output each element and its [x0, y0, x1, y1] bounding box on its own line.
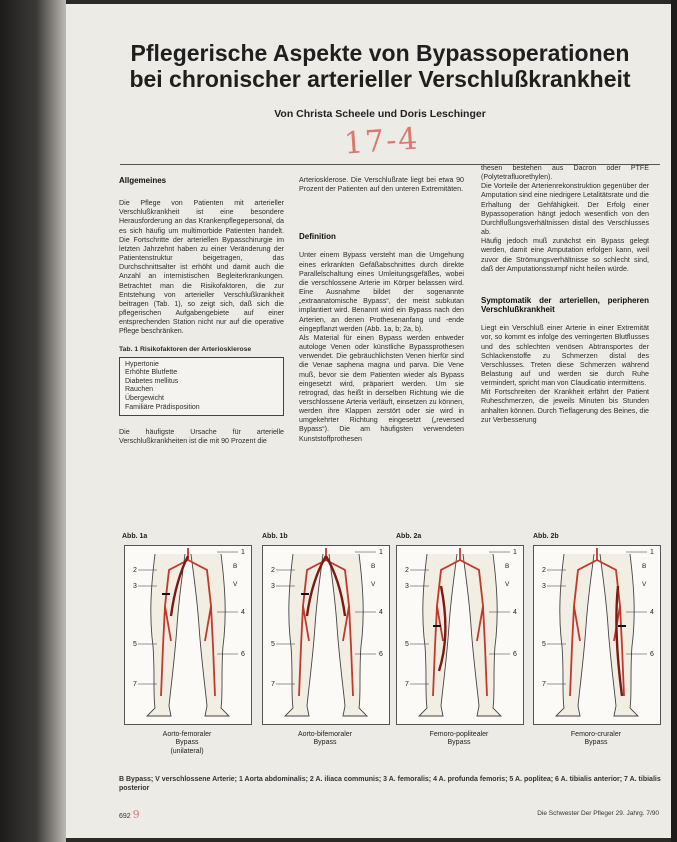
right-leg-outline: [329, 554, 367, 716]
column-2: [299, 176, 464, 444]
caption-line: (unilateral): [170, 747, 204, 755]
table-item: Diabetes mellitus: [125, 377, 179, 385]
caption-line: Aorto-bifemoraler: [297, 731, 353, 738]
anatomy-number-label: 1: [241, 549, 245, 556]
anatomy-number-label: 4: [513, 609, 517, 616]
page-edge-shadow: [671, 0, 677, 842]
figure-1a: [124, 545, 252, 725]
caption-line: Aorto-femoraler: [162, 731, 212, 738]
column-1: [119, 176, 284, 447]
anatomy-number-label: 4: [241, 609, 245, 616]
anatomy-number-label: 4: [650, 609, 654, 616]
anatomy-number-label: 5: [405, 641, 409, 648]
anatomy-number-label: 3: [405, 583, 409, 590]
article-title: [110, 40, 650, 92]
caption-line: Bypass: [447, 739, 471, 747]
marker-label: B: [233, 563, 238, 570]
marker-label: B: [505, 563, 510, 570]
figure-label: Abb. 1b: [262, 533, 288, 540]
paragraph: Mit Fortschreiten der Krankheit erfährt der Patient Ruheschmerzen, die jeweils Minuten bis Stunden anhalten können. Durch Tieflagerung des Beines, die zur Verbesserung: [481, 388, 649, 424]
leg-illustration: [263, 546, 389, 724]
anatomy-number-label: 2: [405, 567, 409, 574]
heading-definition: Definition: [299, 232, 336, 242]
anatomy-number-label: 5: [133, 641, 137, 648]
figure-1b: [262, 545, 390, 725]
anatomy-number-label: 2: [133, 567, 137, 574]
anatomy-number-label: 7: [271, 681, 275, 688]
paragraph: Liegt ein Verschluß einer Arterie in einer Extremität vor, so kommt es infolge des verringerten Blutflusses und des schlechten venösen Abtransportes der Schlackenstoffe zu Schmerzen distal des Verschlusses. Treten diese Schmerzen während Belastung auf und werden sie durch Ruhe vermindert, spricht man von Claudicatio intermittens.: [481, 324, 649, 388]
risk-factor-table: [119, 345, 284, 417]
anatomy-number-label: 1: [513, 549, 517, 556]
column-3: [481, 164, 649, 425]
anatomy-number-label: 6: [650, 651, 654, 658]
marker-label: B: [371, 563, 376, 570]
caption-line: Femoro-cruraler: [570, 731, 622, 738]
book-spine-shadow: [0, 0, 66, 842]
leg-illustration: [534, 546, 660, 724]
figure-legend: B Bypass; V verschlossene Arterie; 1 Aorta abdominalis; 2 A. iliaca communis; 3 A. femoralis; 4 A. profunda femoris; 5 A. poplitea; 6 A. tibialis anterior; 7 A. tibialis posterior: [119, 776, 661, 792]
footer-journal: Die Schwester Der Pfleger 29. Jahrg. 7/90: [537, 810, 659, 817]
anatomy-number-label: 5: [271, 641, 275, 648]
anatomy-number-label: 4: [379, 609, 383, 616]
page-number: 692: [119, 813, 131, 820]
anatomy-number-label: 1: [650, 549, 654, 556]
table-item: Familiäre Prädisposition: [125, 403, 200, 411]
caption-line: Femoro-poplitealer: [429, 731, 489, 738]
leg-illustration: [397, 546, 523, 724]
anatomy-number-label: 5: [542, 641, 546, 648]
table-item: Rauchen: [125, 386, 154, 394]
figure-2a: [396, 545, 524, 725]
paragraph: thesen bestehen aus Dacron oder PTFE (Polytetrafluorethylen).: [481, 164, 649, 182]
marker-label: B: [642, 563, 647, 570]
table-item: Übergewicht: [125, 395, 164, 403]
title-line-2: bei chronischer arterieller Verschlußkrankheit: [129, 66, 631, 92]
paragraph: Unter einem Bypass versteht man die Umgehung eines erkrankten Gefäßabschnittes durch direkte Parallelschaltung eines Umleitungsgefäßes, wobei die verschlossene Arterie im Körper belassen wird. Eine Ausnahme bildet der sogenannte „extraanatomische Bypass“, der meist subkutan implantiert wird. Benannt wird ein Bypass nach den Arterien, an denen Prothesenanfang und -ende eingepflanzt werden (Abb. 1a, b; 2a, b).: [299, 251, 464, 333]
table-item: Erhöhte Blutfette: [125, 369, 178, 377]
caption-line: Bypass: [313, 739, 337, 747]
figure-label: Abb. 2a: [396, 533, 422, 540]
document-page: [66, 4, 671, 838]
anatomy-number-label: 2: [271, 567, 275, 574]
figure-caption: [122, 731, 252, 756]
left-leg-outline: [285, 554, 323, 716]
handwritten-note: 17-4: [342, 121, 421, 162]
paragraph: Die häufigste Ursache für arterielle Verschlußkrankheiten ist die mit 90 Prozent die: [119, 428, 284, 446]
table-box: [119, 357, 284, 417]
marker-label: V: [505, 581, 510, 588]
figure-label: Abb. 1a: [122, 533, 148, 540]
marker-label: V: [642, 581, 647, 588]
anatomy-number-label: 2: [542, 567, 546, 574]
anatomy-number-label: 7: [405, 681, 409, 688]
handwritten-page-number: 9: [132, 808, 140, 821]
anatomy-number-label: 1: [379, 549, 383, 556]
anatomy-number-label: 7: [542, 681, 546, 688]
left-leg-outline: [419, 554, 457, 716]
heading-allgemeines: Allgemeines: [119, 176, 167, 185]
figure-caption: [531, 731, 661, 748]
footer-left: [119, 808, 140, 821]
anatomy-number-label: 3: [542, 583, 546, 590]
title-line-1: Pflegerische Aspekte von Bypassoperationen: [130, 40, 630, 66]
figure-label: Abb. 2b: [533, 533, 559, 540]
paragraph: Als Material für einen Bypass werden entweder autologe Venen oder künstliche Bypassprothesen verwendet. Die gebräuchlichsten Venen hierfür sind die Venae saphena magna und parva. Die Vene muß, bevor sie dem Patienten wieder als Bypass eingesetzt wird, präpariert werden. Um sie retrograd, das heißt in derselben Richtung wie die verschlossene Arteria verläuft, einsetzen zu können, werden ihre Klappen zerstört oder sie wird in umgekehrter Richtung eingesetzt („reversed Bypass“). Die am häufigsten verwendeten Kunststoffprothesen: [299, 333, 464, 443]
anatomy-number-label: 6: [241, 651, 245, 658]
figure-2b: [533, 545, 661, 725]
leg-illustration: [125, 546, 251, 724]
paragraph: Die Vorteile der Arterienrekonstruktion gegenüber der Amputation sind eine niedrigere Letalitätsrate und die Erhaltung der Gehfähigkeit. Der Erfolg einer Bypassoperation hängt jedoch wesentlich von den Durchflußungsverhältnissen distal des Verschlusses ab.: [481, 182, 649, 237]
heading-symptomatik: Symptomatik der arteriellen, peripheren Verschlußkrankheit: [481, 295, 649, 315]
right-leg-outline: [463, 554, 501, 716]
left-leg-outline: [556, 554, 594, 716]
figure-caption: [260, 731, 390, 748]
anatomy-number-label: 6: [379, 651, 383, 658]
figure-caption: [394, 731, 524, 748]
caption-line: Bypass: [175, 739, 199, 747]
anatomy-number-label: 6: [513, 651, 517, 658]
table-caption: Tab. 1 Risikofaktoren der Arteriosklerose: [119, 345, 252, 353]
marker-label: V: [371, 581, 376, 588]
anatomy-number-label: 3: [271, 583, 275, 590]
table-item: Hypertonie: [125, 360, 159, 368]
paragraph: Die Pflege von Patienten mit arterieller Verschlußkrankheit ist eine besondere Herausforderung an das Krankenpflegepersonal, da es sich häufig um multimorbide Patienten handelt. Die Fortschritte der arteriellen Bypasschirurgie im letzten Jahrzehnt haben zu einer Veränderung der Patientenstruktur beigetragen, das Durchschnittsalter ist erhöht und damit auch die Anzahl an internistischen Begleiterkrankungen. Betrachtet man die Risikofaktoren, die zur Entstehung von arterieller Verschlußkrankheit beitragen (Tab. 1), so zeigt sich, daß sich die pflegerischen Aufgabengebiete auf einer entsprechenden Station nicht nur auf die operative Pflege beschränken.: [119, 199, 284, 336]
right-leg-outline: [600, 554, 638, 716]
paragraph: Häufig jedoch muß zunächst ein Bypass gelegt werden, damit eine Amputation erfolgen kann, weil zuvor die Strömungsverhältnisse so schlecht sind, daß der Amputationsstumpf nicht heilen würde.: [481, 237, 649, 273]
anatomy-number-label: 7: [133, 681, 137, 688]
marker-label: V: [233, 581, 238, 588]
caption-line: Bypass: [584, 739, 608, 747]
authors-line: Von Christa Scheele und Doris Leschinger: [274, 108, 486, 120]
right-leg-outline: [191, 554, 229, 716]
anatomy-number-label: 3: [133, 583, 137, 590]
paragraph: Arteriosklerose. Die Verschlußrate liegt bei etwa 90 Prozent der Patienten auf den unteren Extremitäten.: [299, 176, 464, 194]
